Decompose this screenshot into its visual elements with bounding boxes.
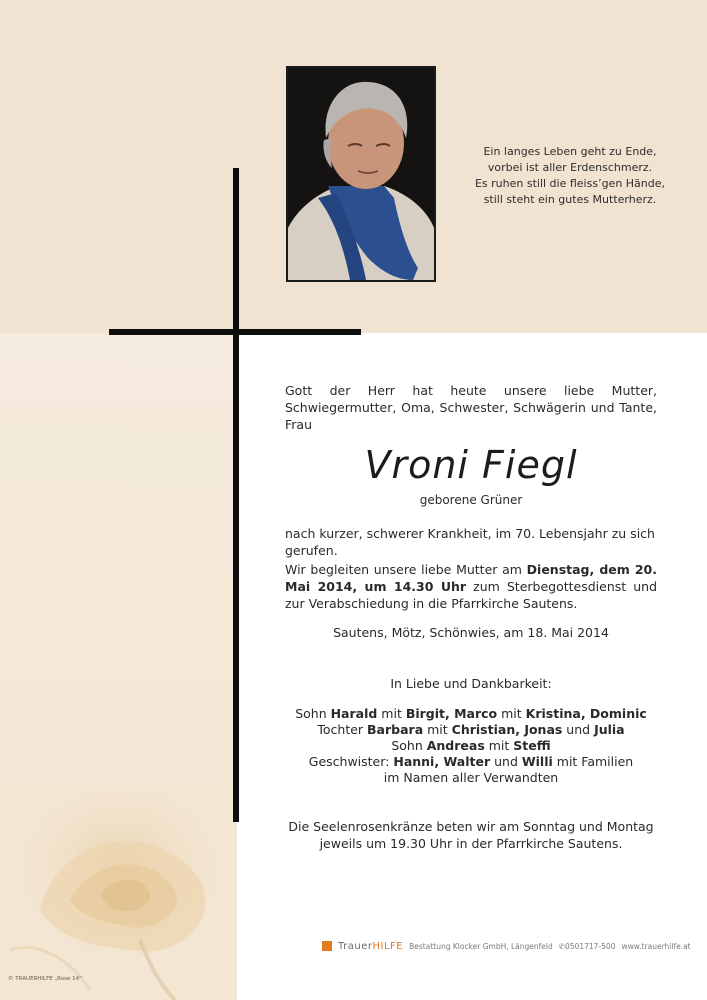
cross-vertical-bar	[233, 168, 239, 822]
family-line: Sohn Andreas mit Steffi	[391, 738, 551, 753]
intro-text: Gott der Herr hat heute unsere liebe Mutter, Schwiegermutter, Oma, Schwester, Schwägerin und Tante, Frau	[285, 383, 657, 432]
portrait-illustration	[288, 68, 434, 280]
poem-line: still steht ein gutes Mutterherz.	[483, 193, 657, 206]
footer-website[interactable]: www.trauerhilfe.at	[621, 941, 691, 951]
deceased-name: Vroni Fiegl	[364, 443, 578, 487]
family-line: im Namen aller Verwandten	[383, 770, 559, 785]
maiden-name: geborene Grüner	[419, 493, 523, 507]
rosary-notice: Die Seelenrosenkränze beten wir am Sonntag und Montag jeweils um 19.30 Uhr in der Pfarrkirche Sautens.	[288, 819, 654, 851]
family-line: Sohn Harald mit Birgit, Marco mit Kristina, Dominic	[295, 706, 647, 721]
copyright-note: © TRAUERHILFE „Rose 14“	[8, 976, 82, 982]
family-line: Tochter Barbara mit Christian, Jonas und Julia	[317, 722, 625, 737]
place-date: Sautens, Mötz, Schönwies, am 18. Mai 2014	[333, 625, 609, 640]
footer-phone: ✆0501717-500	[558, 941, 616, 951]
funeral-text-after: zum Sterbegottesdienst und zur Verabschiedung in die Pfarrkirche Sautens.	[285, 579, 657, 611]
poem-line: Es ruhen still die fleiss’gen Hände,	[474, 177, 666, 190]
trauerhilfe-logo-icon	[322, 941, 332, 951]
portrait-photo	[286, 66, 436, 282]
footer-company: Bestattung Klocker GmbH, Längenfeld	[409, 941, 553, 951]
funeral-date: Dienstag, dem 20. Mai 2014, um 14.30 Uhr	[285, 562, 657, 594]
gratitude-line: In Liebe und Dankbarkeit:	[390, 676, 552, 691]
footer-brand: TrauerHILFE	[338, 940, 404, 952]
rose-image	[0, 790, 237, 1000]
poem	[460, 144, 680, 208]
footer	[322, 939, 691, 953]
funeral-text-before: Wir begleiten unsere liebe Mutter am	[285, 562, 527, 577]
cross-horizontal-bar	[109, 329, 361, 335]
death-notice: nach kurzer, schwerer Krankheit, im 70. Lebensjahr zu sich gerufen.	[285, 526, 655, 558]
poem-line: vorbei ist aller Erdenschmerz.	[487, 161, 653, 174]
family-list	[285, 706, 657, 786]
family-line: Geschwister: Hanni, Walter und Willi mit Familien	[308, 754, 634, 769]
poem-line: Ein langes Leben geht zu Ende,	[483, 145, 657, 158]
funeral-notice	[285, 561, 657, 612]
